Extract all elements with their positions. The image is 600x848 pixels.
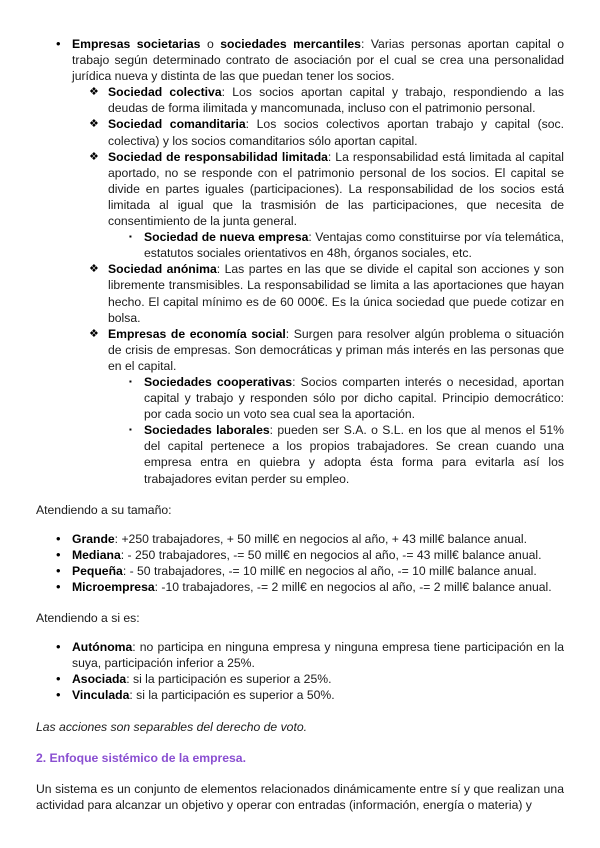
- list-item-sociedad-limitada: [36, 149, 564, 229]
- participation-list: [36, 639, 564, 703]
- list-item-vinculada: [36, 687, 564, 703]
- term: Pequeña: [72, 563, 123, 578]
- term: Empresas de economía social: [108, 326, 286, 341]
- list-item-sociedad-anonima: [36, 261, 564, 325]
- body-paragraph: Un sistema es un conjunto de elementos relacionados dinámicamente entre sí y que realizan una actividad para alcanzar un objetivo y operar con entradas (información, energía o materia) y: [36, 781, 564, 812]
- description: : Las partes en las que se divide el capital son acciones y son libremente transmisibles. La responsabilidad se limita a las aportaciones que hayan hecho. El capital mínimo es de 60 000€. Es la única sociedad que puede cotizar en bolsa.: [108, 262, 565, 325]
- description: : Socios comparten interés o necesidad, aportan capital y trabajo y responden sólo por dicho capital. Principio democrático: por cada socio un voto sea cual sea la aportación.: [144, 374, 564, 422]
- term: Microempresa: [72, 580, 155, 594]
- term: Sociedad comanditaria: [108, 117, 246, 132]
- list-item-empresas-societarias: [36, 36, 564, 84]
- description: : si la participación es superior a 50%.: [129, 688, 335, 703]
- description: : pueden ser S.A. o S.L. en los que al menos el 51% del capital pertenece a los propios trabajadores. Se crean cuando una empresa entra en quiebra y adopta ésta forma para evitarla así los trabajadores evitan perder su empleo.: [144, 423, 564, 486]
- description: : no participa en ninguna empresa y ninguna empresa tiene participación en la suya, participación inferior a 25%.: [72, 640, 564, 671]
- list-item-microempresa: [36, 579, 564, 595]
- description: : Los socios colectivos aportan trabajo y capital (soc. colectiva) y los socios comanditarios sólo aportan capital.: [108, 117, 564, 148]
- description: : Los socios aportan capital y trabajo, respondiendo a las deudas de forma ilimitada y mancomunada, incluso con el patrimonio personal.: [108, 85, 564, 116]
- bullet-marker: •: [56, 530, 61, 546]
- term: Empresas societarias: [72, 37, 201, 51]
- list-item-sociedad-colectiva: [36, 84, 564, 116]
- list-item-sociedad-comanditaria: [36, 116, 564, 148]
- term: Sociedades cooperativas: [144, 374, 293, 389]
- list-item-sociedad-nueva-empresa: [36, 229, 564, 261]
- term: Sociedad de nueva empresa: [144, 230, 309, 245]
- list-item-economia-social: [36, 326, 564, 374]
- size-intro: Atendiendo a su tamaño:: [36, 502, 172, 517]
- description: : - 50 trabajadores, -= 10 mill€ en negocios al año, -= 10 mill€ balance anual.: [122, 563, 537, 578]
- description: : - 250 trabajadores, -= 50 mill€ en negocios al año, -= 43 mill€ balance anual.: [120, 547, 542, 562]
- diamond-marker: ❖: [89, 150, 99, 163]
- term: Sociedad anónima: [108, 262, 217, 277]
- description: : Ventajas como constituirse por vía telemática, estatutos sociales orientativos en 48h, órganos sociales, etc.: [144, 230, 564, 261]
- description: : La responsabilidad está limitada al capital aportado, no se responde con el patrimonio personal de los socios. El capital se divide en partes iguales (participaciones). La responsabilidad de los socios está limitada al igual que la trasmisión de las participaciones, que necesita de consentimiento de la junta general.: [108, 149, 564, 229]
- term: Grande: [72, 531, 115, 546]
- description: : +250 trabajadores, + 50 mill€ en negocios al año, + 43 mill€ balance anual.: [114, 531, 527, 546]
- square-marker: ▪: [129, 376, 132, 386]
- term: Vinculada: [72, 688, 130, 703]
- bullet-marker: •: [56, 639, 61, 655]
- list-item-asociada: [36, 671, 564, 687]
- list-item-grande: [36, 531, 564, 547]
- description: : Varias personas aportan capital o trabajo según determinado contrato de asociación por el cual se crea una personalidad jurídica nueva y distinta de las que puedan tener los socios.: [72, 37, 564, 84]
- diamond-marker: ❖: [89, 327, 99, 340]
- term: Autónoma: [72, 640, 133, 655]
- document-page: [36, 36, 564, 813]
- bullet-marker: •: [56, 36, 61, 51]
- term: Sociedad colectiva: [108, 85, 222, 100]
- description: : -10 trabajadores, -= 2 mill€ en negocios al año, -= 2 mill€ balance anual.: [154, 580, 552, 594]
- description: : si la participación es superior a 25%.: [126, 672, 332, 687]
- list-item-mediana: [36, 547, 564, 563]
- diamond-marker: ❖: [89, 263, 99, 276]
- term: Asociada: [72, 672, 127, 687]
- term: Mediana: [72, 547, 121, 562]
- square-marker: ▪: [129, 232, 132, 242]
- square-marker: ▪: [129, 425, 132, 435]
- bullet-marker: •: [56, 546, 61, 562]
- term: Sociedades laborales: [144, 423, 270, 438]
- term: sociedades mercantiles: [220, 37, 361, 51]
- diamond-marker: ❖: [89, 118, 99, 131]
- list-item-pequena: [36, 563, 564, 579]
- bullet-marker: •: [56, 579, 61, 594]
- list-item-sociedades-cooperativas: [36, 374, 564, 422]
- description: : Surgen para resolver algún problema o situación de crisis de empresas. Son democráticas y priman más interés en las personas que en el capital.: [108, 326, 565, 373]
- bullet-marker: •: [56, 687, 61, 703]
- participation-intro: Atendiendo a si es:: [36, 611, 140, 626]
- note-text: Las acciones son separables del derecho de voto.: [36, 719, 308, 734]
- section-heading: 2. Enfoque sistémico de la empresa.: [36, 750, 246, 765]
- bullet-marker: •: [56, 671, 61, 687]
- list-item-sociedades-laborales: [36, 422, 564, 486]
- bullet-marker: •: [56, 562, 61, 578]
- connector-text: o: [200, 37, 221, 51]
- diamond-marker: ❖: [89, 86, 99, 99]
- list-item-autonoma: [36, 639, 564, 671]
- size-list: [36, 531, 564, 595]
- term: Sociedad de responsabilidad limitada: [108, 149, 328, 164]
